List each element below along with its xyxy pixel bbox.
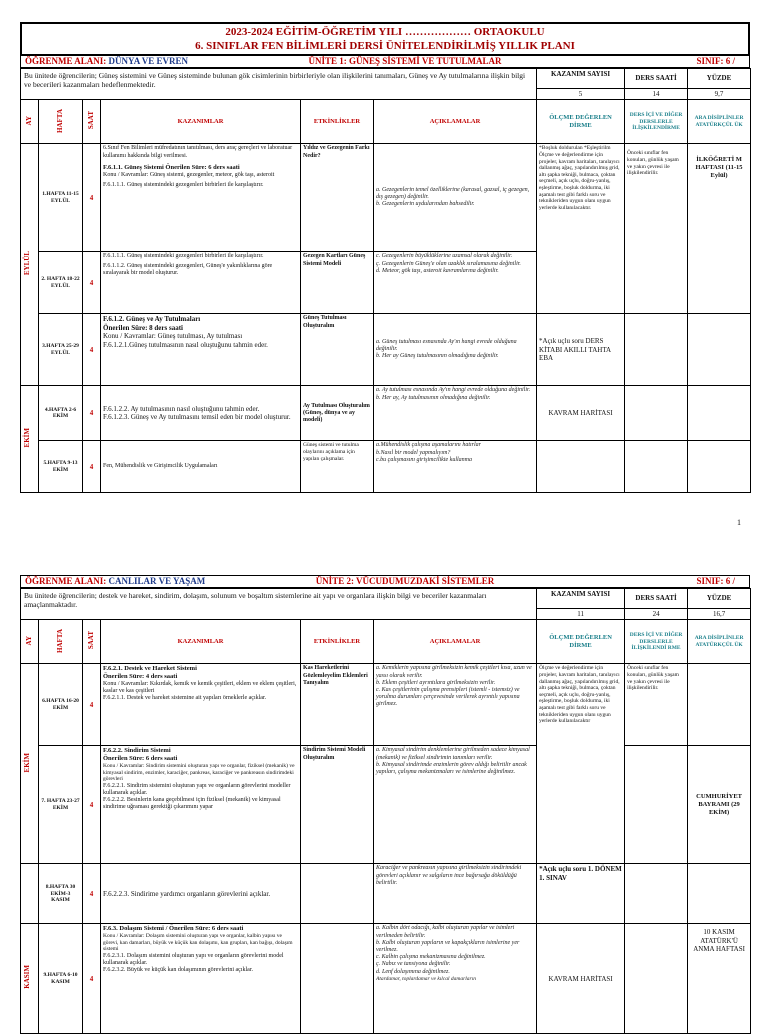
olcme-text: *Açık uçlu soru 1. DÖNEM 1. SINAV <box>537 864 625 924</box>
etkinlik-text: Gezegen Kartları Güneş Sistemi Modeli <box>301 252 374 314</box>
aciklama-text: c. Gezegenlerin büyüklüklerine uzamsal olarak değinilir. <box>376 253 513 260</box>
aciklama-text: Atardamar, toplardamar ve kılcal damarların <box>376 975 476 982</box>
kazanim-sayisi-label: KAZANIM SAYISI <box>537 589 625 609</box>
plan-header <box>20 22 750 56</box>
table-row <box>21 386 751 441</box>
learning-area-bar <box>20 56 750 68</box>
kazanim-text: Konu / Kavramlar: Güneş tutulması, Ay tutulması <box>103 332 243 341</box>
col-saat: SAAT <box>87 631 96 650</box>
class-label: SINIF: 6 / <box>696 56 735 66</box>
ders-saati-label: DERS SAATİ <box>625 589 688 609</box>
kazanim-cell <box>101 252 301 314</box>
aciklama-cell <box>374 252 537 314</box>
hours-value: 4 <box>83 664 101 746</box>
school-year-title: 2023-2024 EĞİTİM-ÖĞRETİM YILI ……………… ORTAOKULU <box>225 26 545 38</box>
hours-value: 4 <box>83 314 101 386</box>
kazanim-text: F.6.2.2.1. Sindirim sistemini oluşturan yapı ve organların görevlerini modeller kullanarak açıklar. <box>103 782 291 796</box>
yuzde-label: YÜZDE <box>688 69 751 89</box>
aciklama-text: a. Gezegenlerin temel özelliklerine (karasal, gazsal, iç gezegen, dış gezegen) değinilir. <box>376 187 530 201</box>
etkinlik-text: Sindirim Sistemi Modeli Oluşturalım <box>301 746 374 864</box>
table-row <box>21 664 751 746</box>
col-ders-ici: DERS İÇİ VE DİĞER DERSLERLE İLİŞKİLENDİ RME <box>625 620 688 664</box>
table-row <box>21 746 751 864</box>
col-kazanimlar: KAZANIMLAR <box>101 100 301 144</box>
kazanim-text: F.6.1.2. Güneş ve Ay Tutulmaları <box>103 315 201 324</box>
kazanim-text: F.6.3. Dolaşım Sistemi / Önerilen Süre: 6 ders saati <box>103 925 244 933</box>
col-ay: AY <box>25 115 34 126</box>
olcme-text: *Açık uçlu soru DERS KİTABI AKILLI TAHTA EBA <box>537 314 625 386</box>
area-label: ÖĞRENME ALANI: <box>25 56 107 66</box>
ara-disiplin-text: CUMHURİYET BAYRAMI (29 EKİM) <box>688 746 751 864</box>
aciklama-text: a. Kimyasal sindirim denklemlerine girilmeden sadece kimyasal (mekanik) ve fiziksel sindirimin tanımları verilir. <box>376 747 530 761</box>
learning-area-bar <box>20 575 750 588</box>
col-ay: AY <box>25 635 34 646</box>
kazanim-cell <box>101 664 301 746</box>
kazanim-text: F.6.1.2.3. Güneş ve Ay tutulmasını temsil eden bir model oluşturur. <box>103 413 291 422</box>
ders-saati-value: 14 <box>625 89 688 100</box>
olcme-text: KAVRAM HARİTASI <box>537 386 625 441</box>
aciklama-cell <box>374 386 537 441</box>
aciklama-text: ç. Nabız ve tansiyona değinilir. <box>376 961 451 968</box>
aciklama-cell <box>374 144 537 252</box>
aciklama-text: b. Gezegenlerin uydularından bahsedilir. <box>376 201 475 208</box>
kazanim-text: F.6.1.1.2. Güneş sistemindeki gezegenleri, Güneş'e yakınlıklarına göre sıralayarak bir model oluşturur. <box>103 262 273 276</box>
plan-page-2 <box>20 575 750 1034</box>
hours-value: 4 <box>83 924 101 1034</box>
aciklama-text: d. Meteor, gök taşı, asteroit kavramlarına değinilir. <box>376 267 499 274</box>
aciklama-text: b. Kimyasal sindirimde enzimlerin görev aldığı belirtilir ancak yapıları, çalışma mekanizmaları ve isimlerine değinilmez. <box>376 761 527 775</box>
aciklama-text: b. Her ay, Ay tutulmasının olmadığına değinilir. <box>376 394 491 401</box>
week-label: 7. HAFTA 23-27 EKİM <box>39 746 83 864</box>
unit-title: ÜNİTE 1: GÜNEŞ SİSTEMİ VE TUTULMALAR <box>308 56 502 66</box>
col-hafta: HAFTA <box>56 108 65 133</box>
aciklama-text: b. Kalbi oluşturan yapıların ve kapakçıkların isimlerine yer verilmez. <box>376 939 520 953</box>
plan-page-1 <box>20 22 750 493</box>
week-label: 1.HAFTA 11-15 EYLÜL <box>39 144 83 252</box>
month-ekim: EKİM <box>23 428 31 448</box>
kazanim-cell <box>101 144 301 252</box>
kazanim-cell <box>101 314 301 386</box>
olcme-text: KAVRAM HARİTASI <box>537 924 625 1034</box>
col-etkinlikler: ETKİNLİKLER <box>301 100 374 144</box>
table-row <box>21 144 751 252</box>
week-label: 8.HAFTA 30 EKİM-3 KASIM <box>39 864 83 924</box>
ders-saati-label: DERS SAATİ <box>625 69 688 89</box>
col-aciklamalar: AÇIKLAMALAR <box>374 620 537 664</box>
aciklama-text: c. Kas çeşitlerinin çalışma prensipleri (istemli - istemsiz) ve yorulma durumları çerçevesinde verilerek ayrıntılı yapısına girilmez. <box>376 686 520 708</box>
kazanim-text: Konu / Kavramlar: Dolaşım sistemini oluşturan yapı ve organlar, kalbin yapısı ve görevi, kan damarları, büyük ve küçük kan dolaşımı, kan grupları, kan bağışı, dolaşım sistemi <box>103 933 293 953</box>
aciklama-cell <box>374 441 537 493</box>
kazanim-text: F.6.2.2.3. Sindirime yardımcı organların görevlerini açıklar. <box>101 864 301 924</box>
hours-value: 4 <box>83 144 101 252</box>
week-label: 2. HAFTA 18-22 EYLÜL <box>39 252 83 314</box>
kazanim-text: F.6.2.1. Destek ve Hareket Sistemi <box>103 665 197 673</box>
col-kazanimlar: KAZANIMLAR <box>101 620 301 664</box>
aciklama-text: b. Her ay Güneş tutulmasının olmadığına değinilir. <box>376 353 499 360</box>
col-hafta: HAFTA <box>56 628 65 653</box>
hours-value: 4 <box>83 864 101 924</box>
kazanim-text: Konu / Kavramlar: Güneş sistemi, gezegenler, meteor, gök taşı, asteroit <box>103 171 275 178</box>
aciklama-text: a. Kemiklerin yapısına girilmeksizin kemik çeşitleri kısa, uzun ve yassı olarak verilir. <box>376 665 532 679</box>
kazanim-text: 6.Sınıf Fen Bilimleri müfredatının tanıtılması, ders araç gereçleri ve laboratuar kullanımı hakkında bilgi verilmesi. <box>103 145 293 159</box>
aciklama-cell <box>374 314 537 386</box>
etkinlik-text: Güneş sistemi ve tutulma olaylarını açıklama için yapılan çalışmalar. <box>301 441 374 493</box>
kazanim-text: F.6.1.2.2. Ay tutulmasının nasıl oluştuğunu tahmin eder. <box>103 405 260 413</box>
aciklama-text: ç. Gezegenlerin Güneş'e olan uzaklık sıralamasına değinilir. <box>376 260 521 267</box>
col-saat: SAAT <box>87 111 96 130</box>
ders-ici-text: Önceki sınıflar fen konuları, günlük yaşam ve yakın çevresi ile ilişkilendirilir. <box>625 664 688 746</box>
table-row <box>21 864 751 924</box>
week-label: 9.HAFTA 6-10 KASIM <box>39 924 83 1034</box>
kazanim-text: Önerilen Süre: 8 ders saati <box>103 323 183 332</box>
aciklama-cell <box>374 664 537 746</box>
aciklama-cell <box>374 924 537 1034</box>
week-label: 5.HAFTA 9-13 EKİM <box>39 441 83 493</box>
kazanim-text: F.6.2.1.1. Destek ve hareket sistemine ait yapıları örneklerle açıklar. <box>103 695 267 702</box>
class-label: SINIF: 6 / <box>696 576 735 586</box>
aciklama-text: a. Güneş tutulması esnasında Ay'ın hangi evrede olduğuna değinilir. <box>376 339 517 353</box>
kazanim-sayisi-value: 5 <box>537 89 625 100</box>
plan-table-2 <box>20 588 751 1034</box>
col-ara-disiplin: ARA DİSİPLİNLER ATATÜRKÇÜL ÜK <box>688 620 751 664</box>
kazanim-cell <box>101 924 301 1034</box>
etkinlik-text: Ay Tutulması Oluşturalım (Güneş, dünya ve ay modeli) <box>301 386 374 441</box>
col-aciklamalar: AÇIKLAMALAR <box>374 100 537 144</box>
table-row <box>21 314 751 386</box>
table-row <box>21 924 751 1034</box>
kazanim-text: Konu / Kavramlar: Kıkırdak, kemik ve kemik çeşitleri, eklem ve eklem çeşitleri, kaslar ve kas çeşitleri <box>103 680 297 695</box>
unit-intro: Bu ünitede öğrencilerin; destek ve hareket, sindirim, dolaşım, solunum ve boşaltım sistemlerine ait yapı ve organlara ilişkin bilgi ve beceriler kazanmaları amaçlanmaktadır. <box>21 589 537 620</box>
yuzde-label: YÜZDE <box>688 589 751 609</box>
ders-saati-value: 24 <box>625 609 688 620</box>
kazanim-text: Önerilen Süre: 6 ders saati <box>103 755 178 763</box>
plan-title: 6. SINIFLAR FEN BİLİMLERİ DERSİ ÜNİTELENDİRİLMİŞ YILLIK PLANI <box>195 40 575 52</box>
kazanim-text: Önerilen Süre: 4 ders saati <box>103 673 178 681</box>
kazanim-text: F.6.1.1. Güneş Sistemi Önerilen Süre: 6 ders saati <box>103 163 240 171</box>
ara-disiplin-text: İLKÖĞRETİ M HAFTASI (11-15 Eylül) <box>688 144 751 314</box>
kazanim-text: Konu / Kavramlar: Sindirim sistemini oluşturan yapı ve organlar, fiziksel (mekanik) ve kimyasal sindirim, enzimler, karaciğer, pankreas, karaciğer ve pankreasın sindirimdeki görevleri <box>103 762 295 783</box>
hours-value: 4 <box>83 386 101 441</box>
kazanim-text: F.6.2.3.1. Dolaşım sistemini oluşturan yapı ve organların görevlerini model kullanarak açıklar. <box>103 952 284 967</box>
area-label: ÖĞRENME ALANI: <box>25 576 107 586</box>
kazanim-text: F.6.2.3.2. Büyük ve küçük kan dolaşımının görevlerini açıklar. <box>103 967 253 974</box>
week-label: 4.HAFTA 2-6 EKİM <box>39 386 83 441</box>
table-row <box>21 441 751 493</box>
aciklama-text: b. Eklem çeşitleri ayrıntılara girilmeksizin verilir. <box>376 679 496 686</box>
kazanim-text: F.6.1.2.1.Güneş tutulmasının nasıl oluştuğunu tahmin eder. <box>103 340 268 349</box>
kazanim-cell <box>101 386 301 441</box>
ders-ici-text: Önceki sınıflar fen konuları, günlük yaşam ve yakın çevresi ile ilişkilendirilir. <box>625 144 688 314</box>
yuzde-value: 9,7 <box>688 89 751 100</box>
area-value: CANLILAR VE YAŞAM <box>108 576 206 586</box>
hours-value: 4 <box>83 746 101 864</box>
etkinlik-text <box>301 924 374 1034</box>
hours-value: 4 <box>83 252 101 314</box>
col-olcme: ÖLÇME DEĞERLEN DİRME <box>537 100 625 144</box>
kazanim-sayisi-label: KAZANIM SAYISI <box>537 69 625 89</box>
etkinlik-text: Kas Hareketlerini Gözlemleyelim Eklemleri Tanıyalım <box>301 664 374 746</box>
area-value: DÜNYA VE EVREN <box>108 56 189 66</box>
aciklama-text: c. Kalbin çalışma mekanizmasına değinilmez. <box>376 954 486 961</box>
week-label: 3.HAFTA 25-29 EYLÜL <box>39 314 83 386</box>
aciklama-text: d. Lenf dolaşımına değinilmez. <box>376 968 450 975</box>
kazanim-text: F.6.2.2.2. Besinlerin kana geçebilmesi için fiziksel (mekanik) ve kimyasal sindirime uğraması gerektiği çıkarımını yapar <box>103 797 281 811</box>
aciklama-cell <box>374 746 537 864</box>
col-ders-ici: DERS İÇİ VE DİĞER DERSLERLE İLİŞKİLENDİRME <box>625 100 688 144</box>
month-eylul: EYLÜL <box>23 251 31 276</box>
aciklama-text: c.bu çalışmasını girişimcilikte kullanma <box>376 456 472 463</box>
kazanim-text: Fen, Mühendislik ve Girişimcilik Uygulamaları <box>101 441 301 493</box>
month-kasim: KASIM <box>23 965 31 990</box>
col-etkinlikler: ETKİNLİKLER <box>301 620 374 664</box>
kazanim-text: F.6.2.2. Sindirim Sistemi <box>103 747 171 755</box>
kazanim-sayisi-value: 11 <box>537 609 625 620</box>
kazanim-text: F.6.1.1.1. Güneş sistemindeki gezegenleri birbirleri ile karşılaştırır. <box>103 181 264 188</box>
etkinlik-text: Güneş Tutulması Oluşturalım <box>301 314 374 386</box>
hours-value: 4 <box>83 441 101 493</box>
olcme-text: Ölçme ve değerlendirme için projeler, kavram haritaları, tanılayıcı dallanmış ağaç, yapılandırılmış grid, altı şapka tekniği, bulmaca, çoktan seçmeli, açık uçlu, doğru-yanlış, eşleştirme, boşluk doldurma, iki aşamalı test gibi farklı soru ve teknikleriden uygun olanı uygun yerlerde kullanılacaktır <box>537 664 625 864</box>
unit-title: ÜNİTE 2: VÜCUDUMUZDAKİ SİSTEMLER <box>315 576 495 586</box>
page-number: 1 <box>737 518 741 527</box>
col-olcme: ÖLÇME DEĞERLEN DİRME <box>537 620 625 664</box>
etkinlik-text: Yıldız ve Gezegenin Farkı Nedir? <box>301 144 374 252</box>
week-label: 6.HAFTA 16-20 EKİM <box>39 664 83 746</box>
aciklama-text: b.Nasıl bir model yapmalıyım? <box>376 449 451 456</box>
aciklama-text: Karaciğer ve pankreasın yapısına girilmeksizin sindirimdeki görevleri açıklanır ve salgıların ince bağırsağa döküldüğü belirtilir. <box>374 864 537 924</box>
plan-table-1 <box>20 68 751 493</box>
month-ekim: EKİM <box>23 752 31 773</box>
etkinlik-text <box>301 864 374 924</box>
aciklama-text: a. Kalbin dört odacığı, kalbi oluşturan yapılar ve isimleri verilmeden belirtilir. <box>376 925 515 939</box>
aciklama-text: a.Mühendislik çalışma aşamalarını hatırlar <box>376 442 481 449</box>
unit-intro: Bu ünitede öğrencilerin; Güneş sistemini ve Güneş sisteminde bulunan gök cisimlerinin birbirleriyle olan ilişkilerini tanımaları, Güneş ve Ay tutulmalarına ilişkin bilgi ve becerileri kazanmaları hedeflenmektedir. <box>21 69 537 100</box>
aciklama-text: a. Ay tutulması esnasında Ay'ın hangi evrede olduğuna değinilir. <box>376 387 531 394</box>
kazanim-text: F.6.1.1.1. Güneş sistemindeki gezegenleri birbirleri ile karşılaştırır. <box>103 253 264 260</box>
col-ara-disiplin: ARA DİSİPLİNLER ATATÜRKÇÜL ÜK <box>688 100 751 144</box>
ara-disiplin-text: 10 KASIM ATATÜRK'Ü ANMA HAFTASI <box>688 924 751 1034</box>
olcme-text: *Boşluk doldurulan *Eşleştirilm Ölçme ve değerlendirme için projeler, kavram haritaları, tanılayıcı dallanmış ağaç, yapılandırılmış grid, altı şapka tekniği, bulmaca, çoktan seçmeli, açık uçlu, doğru-yanlış, eşleştirme, boşluk doldurma, iki aşamalı test gibi farklı soru ve teknikleriden uygun olanı uygun yerlerde kullanılacaktır. <box>537 144 625 314</box>
yuzde-value: 16,7 <box>688 609 751 620</box>
kazanim-cell <box>101 746 301 864</box>
